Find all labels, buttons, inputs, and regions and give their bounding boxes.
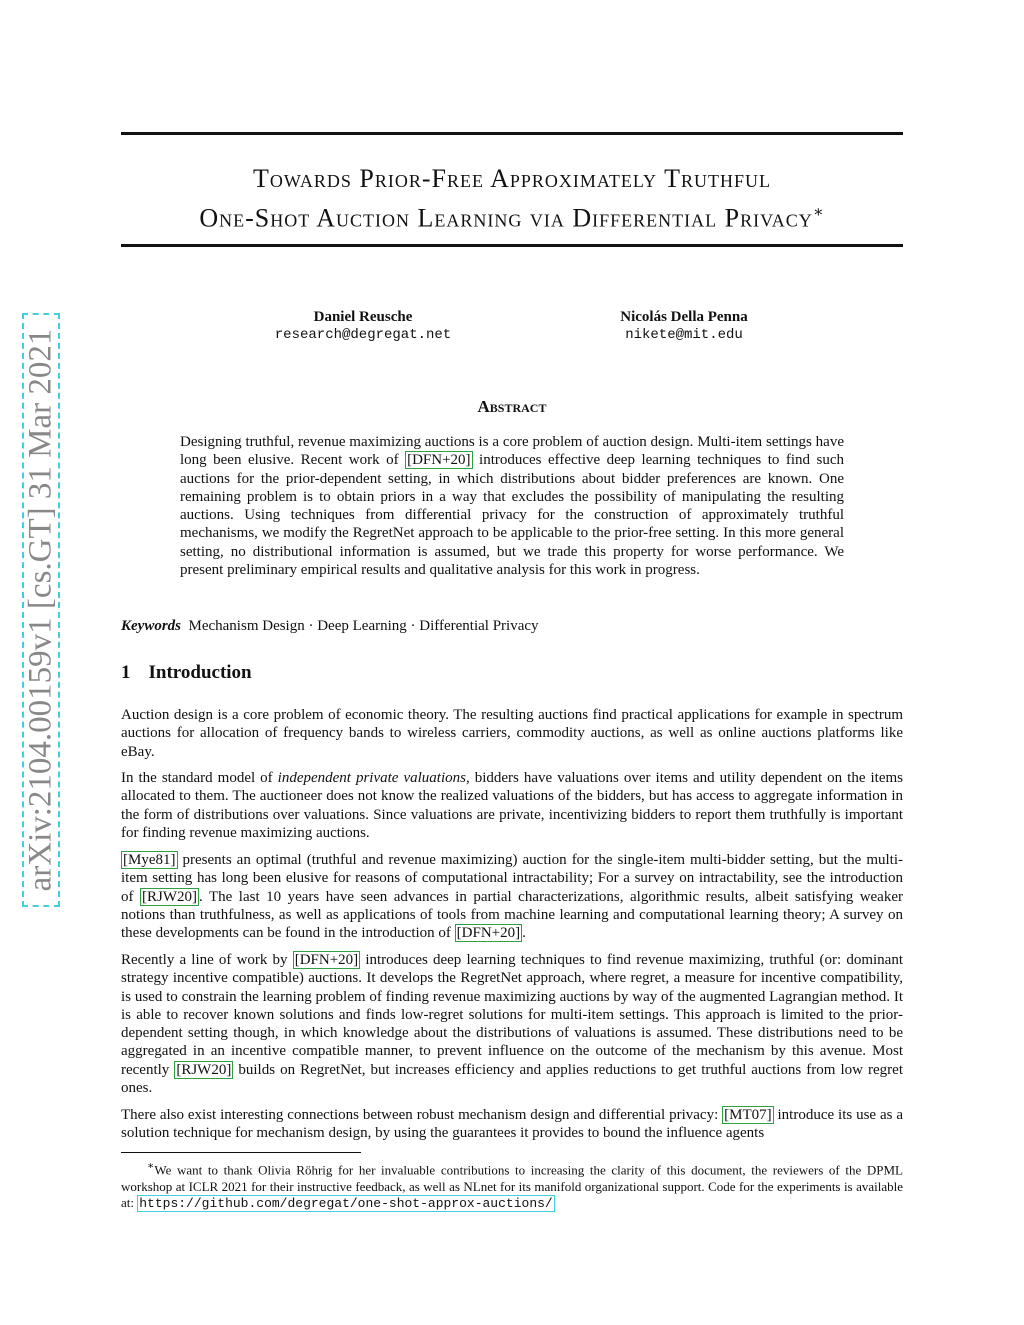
- keywords-label: Keywords: [121, 618, 181, 634]
- paper-title-line-2-text: One-Shot Auction Learning via Differential Privacy: [199, 203, 813, 233]
- citation-link[interactable]: [DFN+20]: [456, 925, 521, 942]
- section-number: 1: [121, 662, 131, 683]
- citation-link[interactable]: [DFN+20]: [294, 952, 359, 968]
- arxiv-identifier-stamp[interactable]: [22, 313, 60, 907]
- paragraph-text: builds on RegretNet, but increases efficiency and applies reductions to get truthful auctions from low regret ones.: [121, 1061, 903, 1097]
- paragraph-text: presents an optimal (truthful and revenue maximizing) auction for the single-item multi-bidder setting, but the multi-item setting has long been elusive for reasons of computational intractability; For a survey on intractability, see the introduction of: [121, 852, 903, 905]
- author-name: Nicolás Della Penna: [620, 309, 748, 325]
- citation-link[interactable]: [Mye81]: [123, 852, 176, 868]
- paper-title-line-1: Towards Prior-Free Approximately Truthful: [253, 164, 771, 193]
- paragraph-text: Recently a line of work by: [121, 952, 293, 968]
- code-url-link[interactable]: https://github.com/degregat/one-shot-approx-auctions/: [139, 1196, 553, 1212]
- citation-link[interactable]: [RJW20]: [142, 888, 197, 905]
- paragraph-text: .: [522, 925, 526, 942]
- abstract-body: [180, 433, 844, 579]
- footnote-rule: [121, 1152, 361, 1153]
- paragraph-4: [121, 951, 903, 1097]
- author-block-2: [554, 308, 814, 344]
- paragraph-1: Auction design is a core problem of economic theory. The resulting auctions find practical applications for example in spectrum auctions for allocation of frequency bands to wireless carriers, commodity auctions, as well as online auctions platforms like eBay.: [121, 707, 903, 760]
- title-footnote-mark[interactable]: ∗: [812, 204, 825, 221]
- keywords-line: [121, 618, 903, 635]
- author-email[interactable]: research@degregat.net: [274, 327, 452, 343]
- paragraph-text: introduces deep learning techniques to find revenue maximizing, truthful (or: dominant strategy incentive compatible) auctions. It develops the RegretNet approach, where regret, a measure for incentive compatibility, is used to constrain the learning problem of finding revenue maximizing auctions by way of the augmented Lagrangian method. It is able to recover known solutions and finds low-regret solutions for multi-item settings. This approach is limited to the prior-dependent setting though, in which knowledge about the distributions of valuations is assumed. These distributions need to be aggregated in an incentive compatible manner, to prevent influence on the outcome of the mechanism by this avenue. Most recently: [121, 952, 903, 1078]
- paragraph-2: [121, 769, 903, 842]
- citation-link[interactable]: [RJW20]: [176, 1061, 232, 1078]
- section-heading: [121, 662, 252, 684]
- footnote: [121, 1158, 903, 1213]
- paragraph-3: [121, 851, 903, 942]
- keywords-text: Mechanism Design · Deep Learning · Differential Privacy: [188, 618, 539, 634]
- paper-title-line-2: [121, 196, 903, 236]
- abstract-text: introduces effective deep learning techniques to find such auctions for the prior-dependent setting, in which distributions about bidder preferences are known. One remaining problem is to obtain priors in a way that excludes the possibility of manipulating the resulting auctions. Using techniques from differential privacy for the construction of approximately truthful mechanisms, we modify the RegretNet approach to be applicable to the prior-free setting. In this more general setting, no distributional information is assumed, but we trade this property for worse performance. We present preliminary empirical results and qualitative analysis for this work in progress.: [180, 452, 844, 579]
- paragraph-text: , bidders have valuations over items and utility dependent on the items allocated to them. The auctioneer does not know the realized valuations of the bidders, but has access to aggregate information in the form of distributions over valuations. Since valuations are private, incentivizing bidders to report them truthfully is important for finding revenue maximizing auctions.: [121, 770, 904, 841]
- abstract-heading: Abstract: [477, 397, 547, 416]
- paragraph-text: . The last 10 years have seen advances in partial characterizations, algorithmic results, albeit satisfying weaker notions than truthfulness, as well as applications of tools from machine learning and computational learning theory; A survey on these developments can be found in the introduction of: [121, 888, 903, 942]
- title-rule-top: [121, 132, 903, 135]
- paragraph-text: introduce its use as a solution technique for mechanism design, by using the guarantees it provides to bound the influence agents: [121, 1107, 903, 1142]
- footnote-mark: ∗: [147, 1160, 155, 1172]
- arxiv-identifier: arXiv:2104.00159v1 [cs.GT] 31 Mar 2021: [22, 328, 59, 892]
- section-title: Introduction: [148, 662, 252, 683]
- author-email[interactable]: nikete@mit.edu: [625, 327, 743, 343]
- citation-link[interactable]: [MT07]: [724, 1107, 772, 1123]
- paragraph-text: There also exist interesting connections between robust mechanism design and differential privacy:: [121, 1107, 723, 1123]
- footnote-text: We want to thank Olivia Röhrig for her invaluable contributions to increasing the clarity of this document, the reviewers of the DPML workshop at ICLR 2021 for their instructive feedback, as well as NLnet for its manifold organizational support. Code for the experiments is available at:: [121, 1162, 903, 1211]
- author-name: Daniel Reusche: [313, 309, 413, 325]
- author-block-1: [233, 308, 493, 344]
- paragraph-text: In the standard model of: [121, 770, 278, 786]
- citation-link[interactable]: [DFN+20]: [407, 452, 471, 469]
- title-rule-bottom: [121, 244, 903, 247]
- paragraph-5: [121, 1106, 903, 1143]
- emphasized-term: independent private valuations: [277, 770, 466, 786]
- abstract-text: Designing truthful, revenue maximizing auctions is a core problem of auction design. Multi-item settings have long been elusive. Recent work of: [180, 434, 844, 469]
